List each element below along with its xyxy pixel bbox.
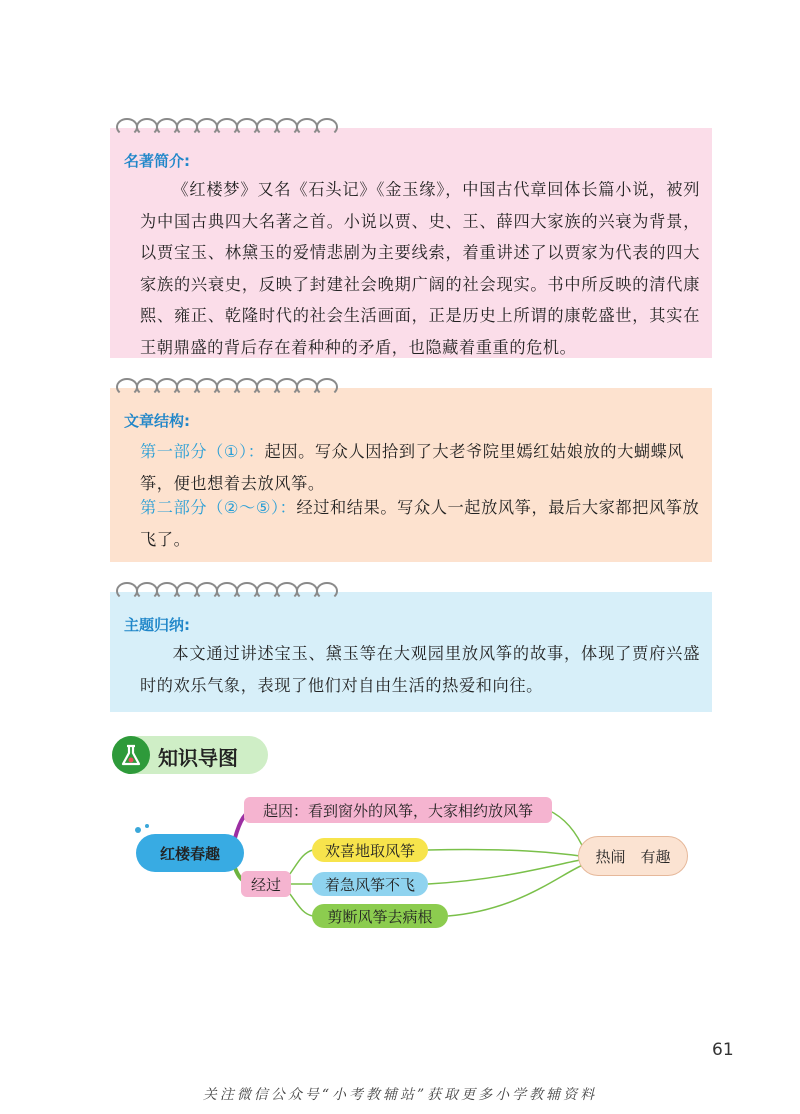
intro-title: 名著简介: bbox=[124, 152, 190, 170]
mind-map-result-node: 热闹 有趣 bbox=[578, 836, 688, 876]
theme-paragraph: 本文通过讲述宝玉、黛玉等在大观园里放风筝的故事，体现了贾府兴盛时的欢乐气象，表现了他们对自由生活的热爱和向往。 bbox=[140, 644, 700, 695]
intro-paragraph: 《红楼梦》又名《石头记》《金玉缘》，中国古代章回体长篇小说，被列为中国古典四大名著之首。小说以贾、史、王、薛四大家族的兴衰为背景，以贾宝玉、林黛玉的爱情悲剧为主要线索，着重讲述了以贾家为代表的四大家族的兴衰史，反映了封建社会晚期广阔的社会现实。书中所反映的清代康熙、雍正、乾隆时代的社会生活画面，正是历史上所谓的康乾盛世，其实在王朝鼎盛的背后存在着种种的矛盾，也隐藏着重重的危机。 bbox=[140, 180, 700, 357]
mind-map-cause-node: 起因：看到窗外的风筝，大家相约放风筝 bbox=[244, 797, 552, 823]
part-1-text: 起因。写众人因拾到了大老爷院里嫣红姑娘放的大蝴蝶风筝，便也想着去放风筝。 bbox=[140, 442, 685, 493]
theme-title: 主题归纳: bbox=[124, 616, 190, 634]
knowledge-map-heading: 知识导图 bbox=[158, 746, 238, 770]
mind-map-step-1: 欢喜地取风筝 bbox=[312, 838, 428, 862]
part-2-text: 经过和结果。写众人一起放风筝，最后大家都把风筝放飞了。 bbox=[140, 498, 700, 549]
footer-note: 关注微信公众号“小考教辅站”获取更多小学教辅资料 bbox=[202, 1087, 598, 1103]
mind-map-process-node: 经过 bbox=[241, 871, 291, 897]
mind-map-step-2: 着急风筝不飞 bbox=[312, 872, 428, 896]
part-1-label: 第一部分（①）： bbox=[140, 442, 265, 461]
mind-map-step-3: 剪断风筝去病根 bbox=[312, 904, 448, 928]
page-number: 61 bbox=[712, 1040, 734, 1060]
part-2-label: 第二部分（②～⑤）： bbox=[140, 498, 297, 517]
structure-title: 文章结构: bbox=[124, 412, 190, 430]
mind-map-center-node: 红楼春趣 bbox=[136, 834, 244, 872]
